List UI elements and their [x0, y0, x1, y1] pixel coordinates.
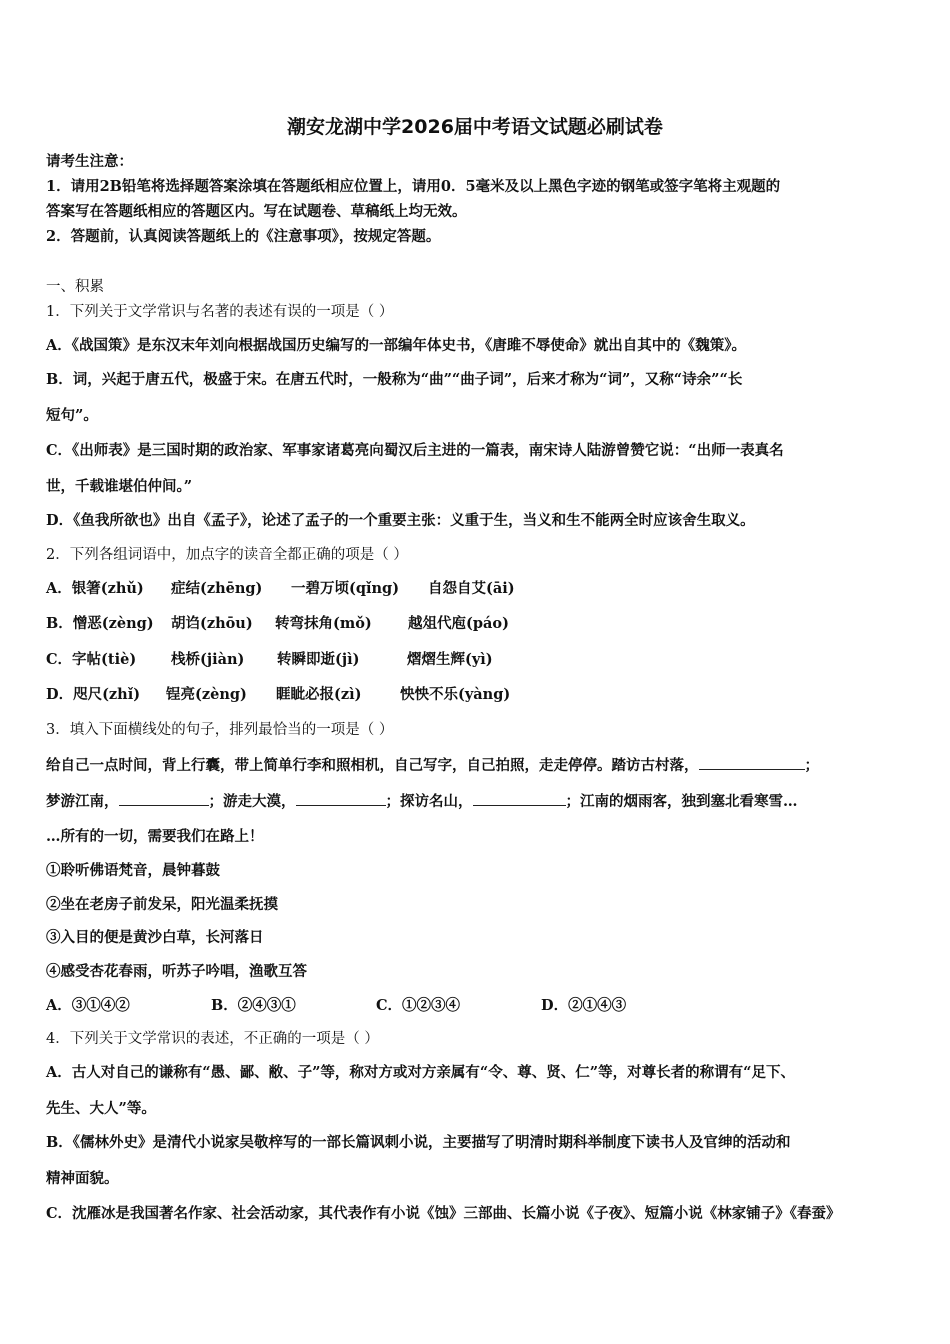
question-2-option-b — [46, 614, 908, 634]
answer-blank-4[interactable] — [473, 791, 566, 806]
option-b-word-3: 转弯抹角(mǒ) — [275, 615, 372, 632]
option-a-word-3: 一碧万顷(qǐng) — [291, 580, 400, 597]
notice-heading: 请考生注意： — [46, 153, 133, 170]
question-1-stem: 1．下列关于文学常识与名著的表述有误的一项是（ ） — [46, 304, 394, 320]
option-b-word-4: 越俎代庖(páo) — [408, 615, 509, 632]
option-a-word-1: A．银箸(zhǔ) — [46, 580, 144, 597]
option-d-word-4: 怏怏不乐(yàng) — [400, 686, 511, 703]
option-b-word-1: B．憎恶(zèng) — [46, 615, 154, 632]
question-3-passage-line1 — [46, 755, 908, 776]
question-4-option-a-line1: A．古人对自己的谦称有“愚、鄙、敝、子”等，称对方或对方亲属有“令、尊、贤、仁”等，对尊长者的称谓有“足下、 — [46, 1064, 795, 1081]
section-heading: 一、积累 — [46, 279, 104, 295]
option-c-word-1: C．字帖(tiè) — [46, 651, 137, 668]
notice-line-2: 2．答题前，认真阅读答题纸上的《注意事项》，按规定答题。 — [46, 228, 441, 245]
passage-text-3: 梦游江南， — [46, 793, 119, 810]
option-c-word-4: 熠熠生辉(yì) — [407, 651, 493, 668]
question-3-passage-line3: …所有的一切，需要我们在路上！ — [46, 828, 264, 845]
option-c-word-2: 栈桥(jiàn) — [171, 651, 245, 668]
option-a-word-4: 自怨自艾(āi) — [428, 580, 515, 597]
question-2-option-d — [46, 685, 908, 705]
answer-blank-1[interactable] — [699, 755, 805, 770]
question-1-option-c-line2: 世，千载谁堪伯仲间。” — [46, 478, 193, 495]
question-2-option-a — [46, 579, 908, 599]
option-b-word-2: 胡诌(zhōu) — [171, 615, 253, 632]
notice-line-1b: 答案写在答题纸相应的答题区内。写在试题卷、草稿纸上均无效。 — [46, 203, 467, 220]
question-4-option-b-line2: 精神面貌。 — [46, 1170, 119, 1187]
question-3-answer-b[interactable]: B．②④③① — [211, 997, 296, 1014]
option-c-word-3: 转瞬即逝(jì) — [277, 651, 360, 668]
passage-text-6: ；江南的烟雨客，独到塞北看寒雪… — [565, 793, 798, 810]
answer-blank-2[interactable] — [119, 791, 209, 806]
passage-text-1: 给自己一点时间，背上行囊，带上简单行李和照相机，自己写字，自己拍照，走走停停。踏访古村落， — [46, 757, 699, 774]
question-3-answer-a[interactable]: A．③①④② — [46, 997, 130, 1014]
question-4-option-a-line2: 先生、大人”等。 — [46, 1100, 156, 1117]
question-4-option-b-line1: B．《儒林外史》是清代小说家吴敬梓写的一部长篇讽刺小说，主要描写了明清时期科举制度下读书人及官绅的活动和 — [46, 1134, 791, 1151]
question-3-sentence-1: ①聆听佛语梵音，晨钟暮鼓 — [46, 862, 220, 879]
option-a-word-2: 症结(zhēng) — [171, 580, 263, 597]
question-3-sentence-2: ②坐在老房子前发呆，阳光温柔抚摸 — [46, 896, 278, 913]
question-2-option-c — [46, 650, 908, 670]
question-3-passage-line2 — [46, 791, 908, 812]
question-3-answers — [46, 996, 908, 1016]
option-d-word-1: D．咫尺(zhǐ) — [46, 686, 141, 703]
answer-blank-3[interactable] — [296, 791, 386, 806]
option-d-word-2: 锃亮(zèng) — [166, 686, 247, 703]
question-3-sentence-3: ③入目的便是黄沙白草，长河落日 — [46, 929, 264, 946]
page-title: 潮安龙湖中学2026届中考语文试题必刷试卷 — [287, 116, 663, 138]
question-1-option-b-line1: B．词，兴起于唐五代，极盛于宋。在唐五代时，一般称为“曲”“曲子词”，后来才称为“词”，又称“诗余”“长 — [46, 371, 743, 388]
question-2-stem: 2．下列各组词语中，加点字的读音全都正确的项是（ ） — [46, 547, 408, 563]
question-4-stem: 4．下列关于文学常识的表述，不正确的一项是（ ） — [46, 1031, 379, 1047]
question-3-sentence-4: ④感受杏花春雨，听苏子吟唱，渔歌互答 — [46, 963, 307, 980]
option-d-word-3: 睚眦必报(zì) — [276, 686, 362, 703]
question-1-option-d: D．《鱼我所欲也》出自《孟子》，论述了孟子的一个重要主张：义重于生，当义和生不能两全时应该舍生取义。 — [46, 512, 755, 529]
question-1-option-c-line1: C．《出师表》是三国时期的政治家、军事家诸葛亮向蜀汉后主进的一篇表，南宋诗人陆游曾赞它说：“出师一表真名 — [46, 442, 784, 459]
passage-text-2: ； — [804, 757, 819, 774]
question-1-option-a: A．《战国策》是东汉末年刘向根据战国历史编写的一部编年体史书，《唐雎不辱使命》就出自其中的《魏策》。 — [46, 337, 746, 354]
passage-text-4: ；游走大漠， — [208, 793, 296, 810]
question-3-answer-d[interactable]: D．②①④③ — [541, 997, 627, 1014]
question-1-option-b-line2: 短句”。 — [46, 407, 98, 424]
question-3-answer-c[interactable]: C．①②③④ — [376, 997, 461, 1014]
notice-line-1a: 1．请用2B铅笔将选择题答案涂填在答题纸相应位置上，请用0．5毫米及以上黑色字迹的钢笔或签字笔将主观题的 — [46, 178, 781, 195]
question-4-option-c-line1: C．沈雁冰是我国著名作家、社会活动家，其代表作有小说《蚀》三部曲、长篇小说《子夜》、短篇小说《林家铺子》《春蚕》 — [46, 1205, 841, 1222]
passage-text-5: ；探访名山， — [385, 793, 473, 810]
question-3-stem: 3．填入下面横线处的句子，排列最恰当的一项是（ ） — [46, 722, 394, 738]
